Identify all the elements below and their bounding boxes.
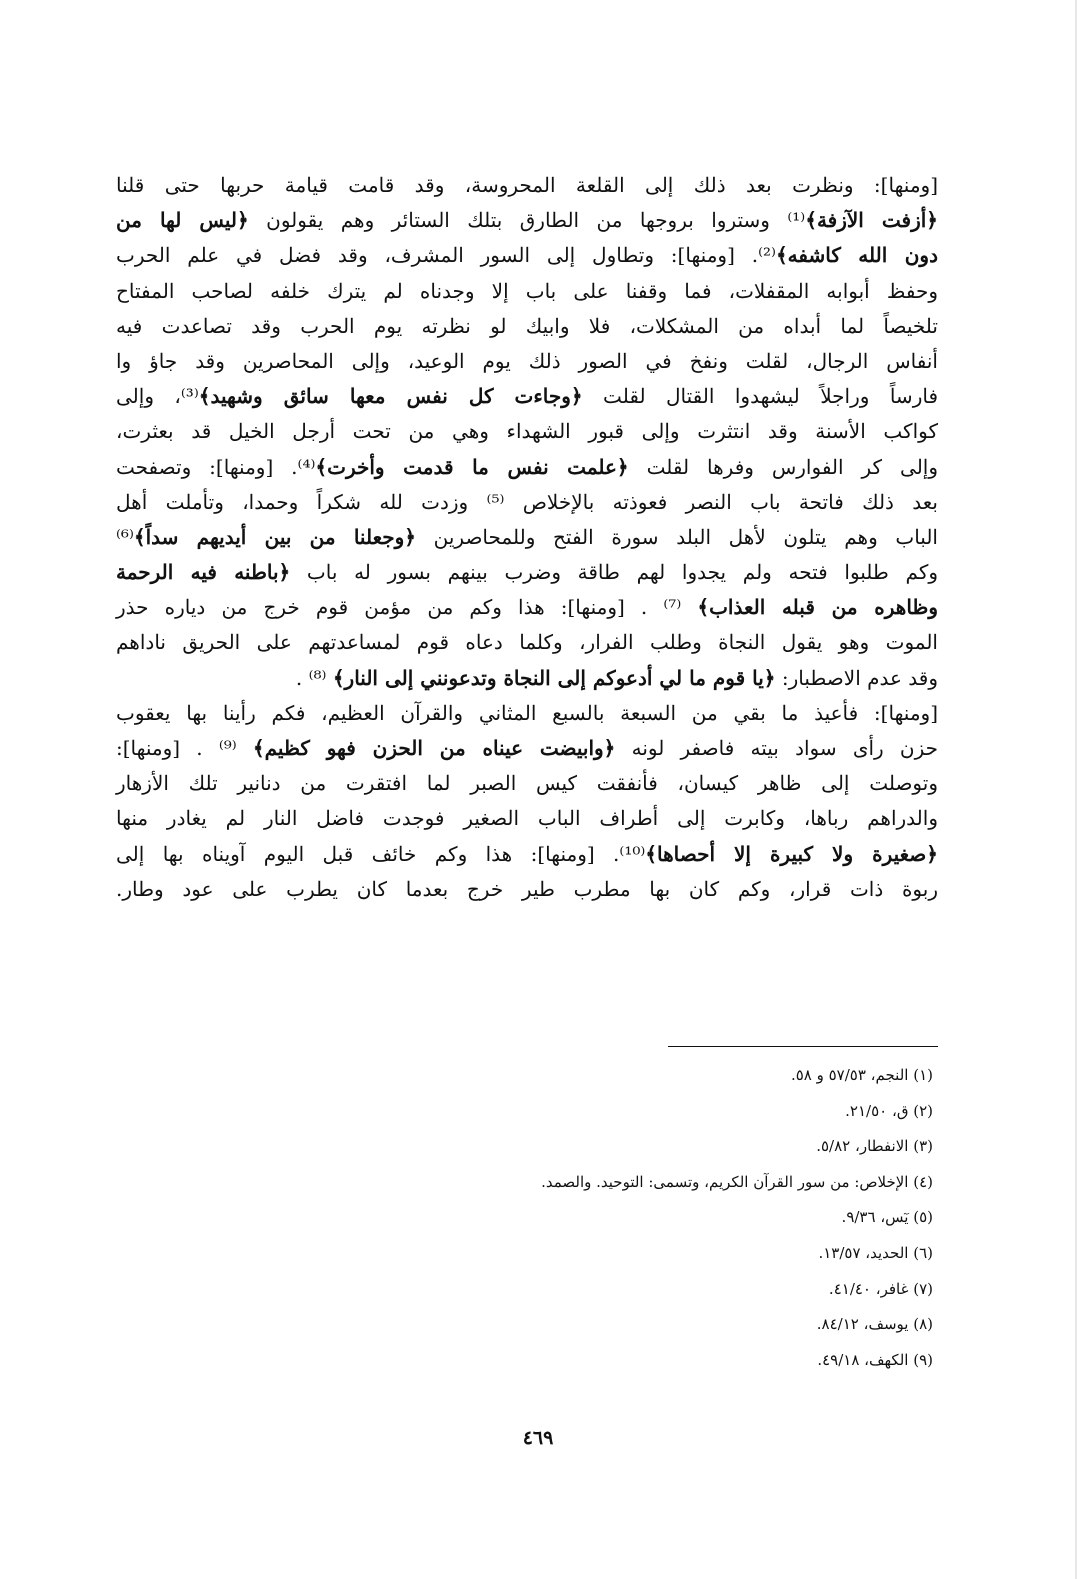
footnote-5: (٥) يٓس، ٩/٣٦. xyxy=(841,1208,933,1227)
text-line-20: ﴿صغيرة ولا كبيرة إلا أحصاها﴾⁽¹⁰⁾. [ومنها]: هذا وكم خائف قبل اليوم آويناه بها إلى xyxy=(116,841,938,866)
text-line-4: وحفظ أبوابه المقفلات، فما وقفنا على باب إلا وجدناه لم يترك خلفه لصاحب المفتاح xyxy=(116,278,938,303)
text-line-16: [ومنها]: فأعيذ ما بقي من السبعة بالسبع المثاني والقرآن العظيم، فكم رأينا بها يعقوب xyxy=(116,700,938,725)
text-line-10: بعد ذلك فاتحة باب النصر فعوذته بالإخلاص ⁽⁵⁾ وزدت لله شكراً وحمدا، وتأملت أهل xyxy=(116,489,939,514)
text-line-14: الموت وهو يقول النجاة وطلب الفرار، وكلما دعاه قوم لمساعدتهم على الحريق ناداهم xyxy=(116,630,938,655)
text-line-12: وكم طلبوا فتحه ولم يجدوا لهم طاقة وضرب بينهم بسور له باب ﴿باطنه فيه الرحمة xyxy=(116,560,939,585)
text-line-9: وإلى كر الفوارس وفرها لقلت ﴿علمت نفس ما قدمت وأخرت﴾⁽⁴⁾. [ومنها]: وتصفحت xyxy=(116,454,939,479)
footnote-8: (٨) يوسف، ٨٤/١٢. xyxy=(816,1315,933,1334)
footnote-1: (١) النجم، ٥٧/٥٣ و ٥٨. xyxy=(790,1066,933,1084)
text-line-3: دون الله كاشفه﴾⁽²⁾. [ومنها]: وتطاول إلى السور المشرف، وقد فضل في علم الحرب xyxy=(116,243,938,268)
footnote-4: (٤) الإخلاص: من سور القرآن الكريم، وتسمى: التوحيد. والصمد. xyxy=(541,1172,933,1191)
text-line-8: كواكب الأسنة وقد انتثرت وإلى قبور الشهداء وهي من تحت أرجل الخيل قد بعثرت، xyxy=(116,419,938,444)
main-text-block xyxy=(116,168,938,907)
page-number: ٤٦٩ xyxy=(522,1427,554,1449)
text-line-2: ﴿أزفت الآزفة﴾⁽¹⁾ وستروا بروجها من الطارق بتلك الستائر وهم يقولون ﴿ليس لها من xyxy=(116,208,938,233)
text-line-15: وقد عدم الاصطبار: ﴿يا قوم ما لي أدعوكم إلى النجاة وتدعونني إلى النار﴾ ⁽⁸⁾ . xyxy=(295,665,938,690)
footnote-separator xyxy=(668,1046,938,1047)
footnote-2: (٢) ق، ٢١/٥٠. xyxy=(845,1101,933,1120)
text-line-11: الباب وهم يتلون لأهل البلد سورة الفتح وللمحاصرين ﴿وجعلنا من بين أيديهم سداً﴾⁽⁶⁾ xyxy=(116,524,938,549)
text-line-21: ربوة ذات قرار، وكم كان بها مطرب طير خرج بعدما كان يطرب على عود وطار. xyxy=(116,876,938,901)
footnotes-block xyxy=(116,1058,933,1378)
text-line-6: أنفاس الرجال، لقلت ونفخ في الصور ذلك يوم الوعيد، وإلى المحاصرين وقد جاؤ وا xyxy=(116,348,938,373)
text-line-19: والدراهم رباها، وكابرت إلى أطراف الباب الصغير فوجدت فاضل النار لم يغادر منها xyxy=(116,806,938,831)
text-line-13: وظاهره من قبله العذاب﴾ ⁽⁷⁾ . [ومنها]: هذا وكم من مؤمن قوم خرج من دياره حذر xyxy=(116,595,938,620)
text-line-5: تلخيصاً لما أبداه من المشكلات، فلا وابيك لو نظرته يوم الحرب وقد تصاعدت فيه xyxy=(116,313,938,338)
text-line-1: [ومنها]: ونظرت بعد ذلك إلى القلعة المحروسة، وقد قامت قيامة حربها حتى قلنا xyxy=(116,173,938,197)
text-line-17: حزن رأى سواد بيته فاصفر لونه ﴿وابيضت عيناه من الحزن فهو كظيم﴾ ⁽⁹⁾ . [ومنها]: xyxy=(116,736,939,760)
footnote-6: (٦) الحديد، ١٣/٥٧. xyxy=(818,1243,933,1262)
footnote-9: (٩) الكهف، ٤٩/١٨. xyxy=(817,1350,933,1369)
text-line-7: فارساً وراجلاً ليشهدوا القتال لقلت ﴿وجاءت كل نفس معها سائق وشهيد﴾⁽³⁾، وإلى xyxy=(116,384,938,409)
footnote-7: (٧) غافر، ٤١/٤٠. xyxy=(828,1279,933,1298)
footnote-3: (٣) الانفطار، ٥/٨٢. xyxy=(816,1137,933,1156)
text-line-18: وتوصلت إلى ظاهر كيسان، فأنفقت كيس الصبر لما افتقرت من دنانير تلك الأزهار xyxy=(116,771,938,796)
